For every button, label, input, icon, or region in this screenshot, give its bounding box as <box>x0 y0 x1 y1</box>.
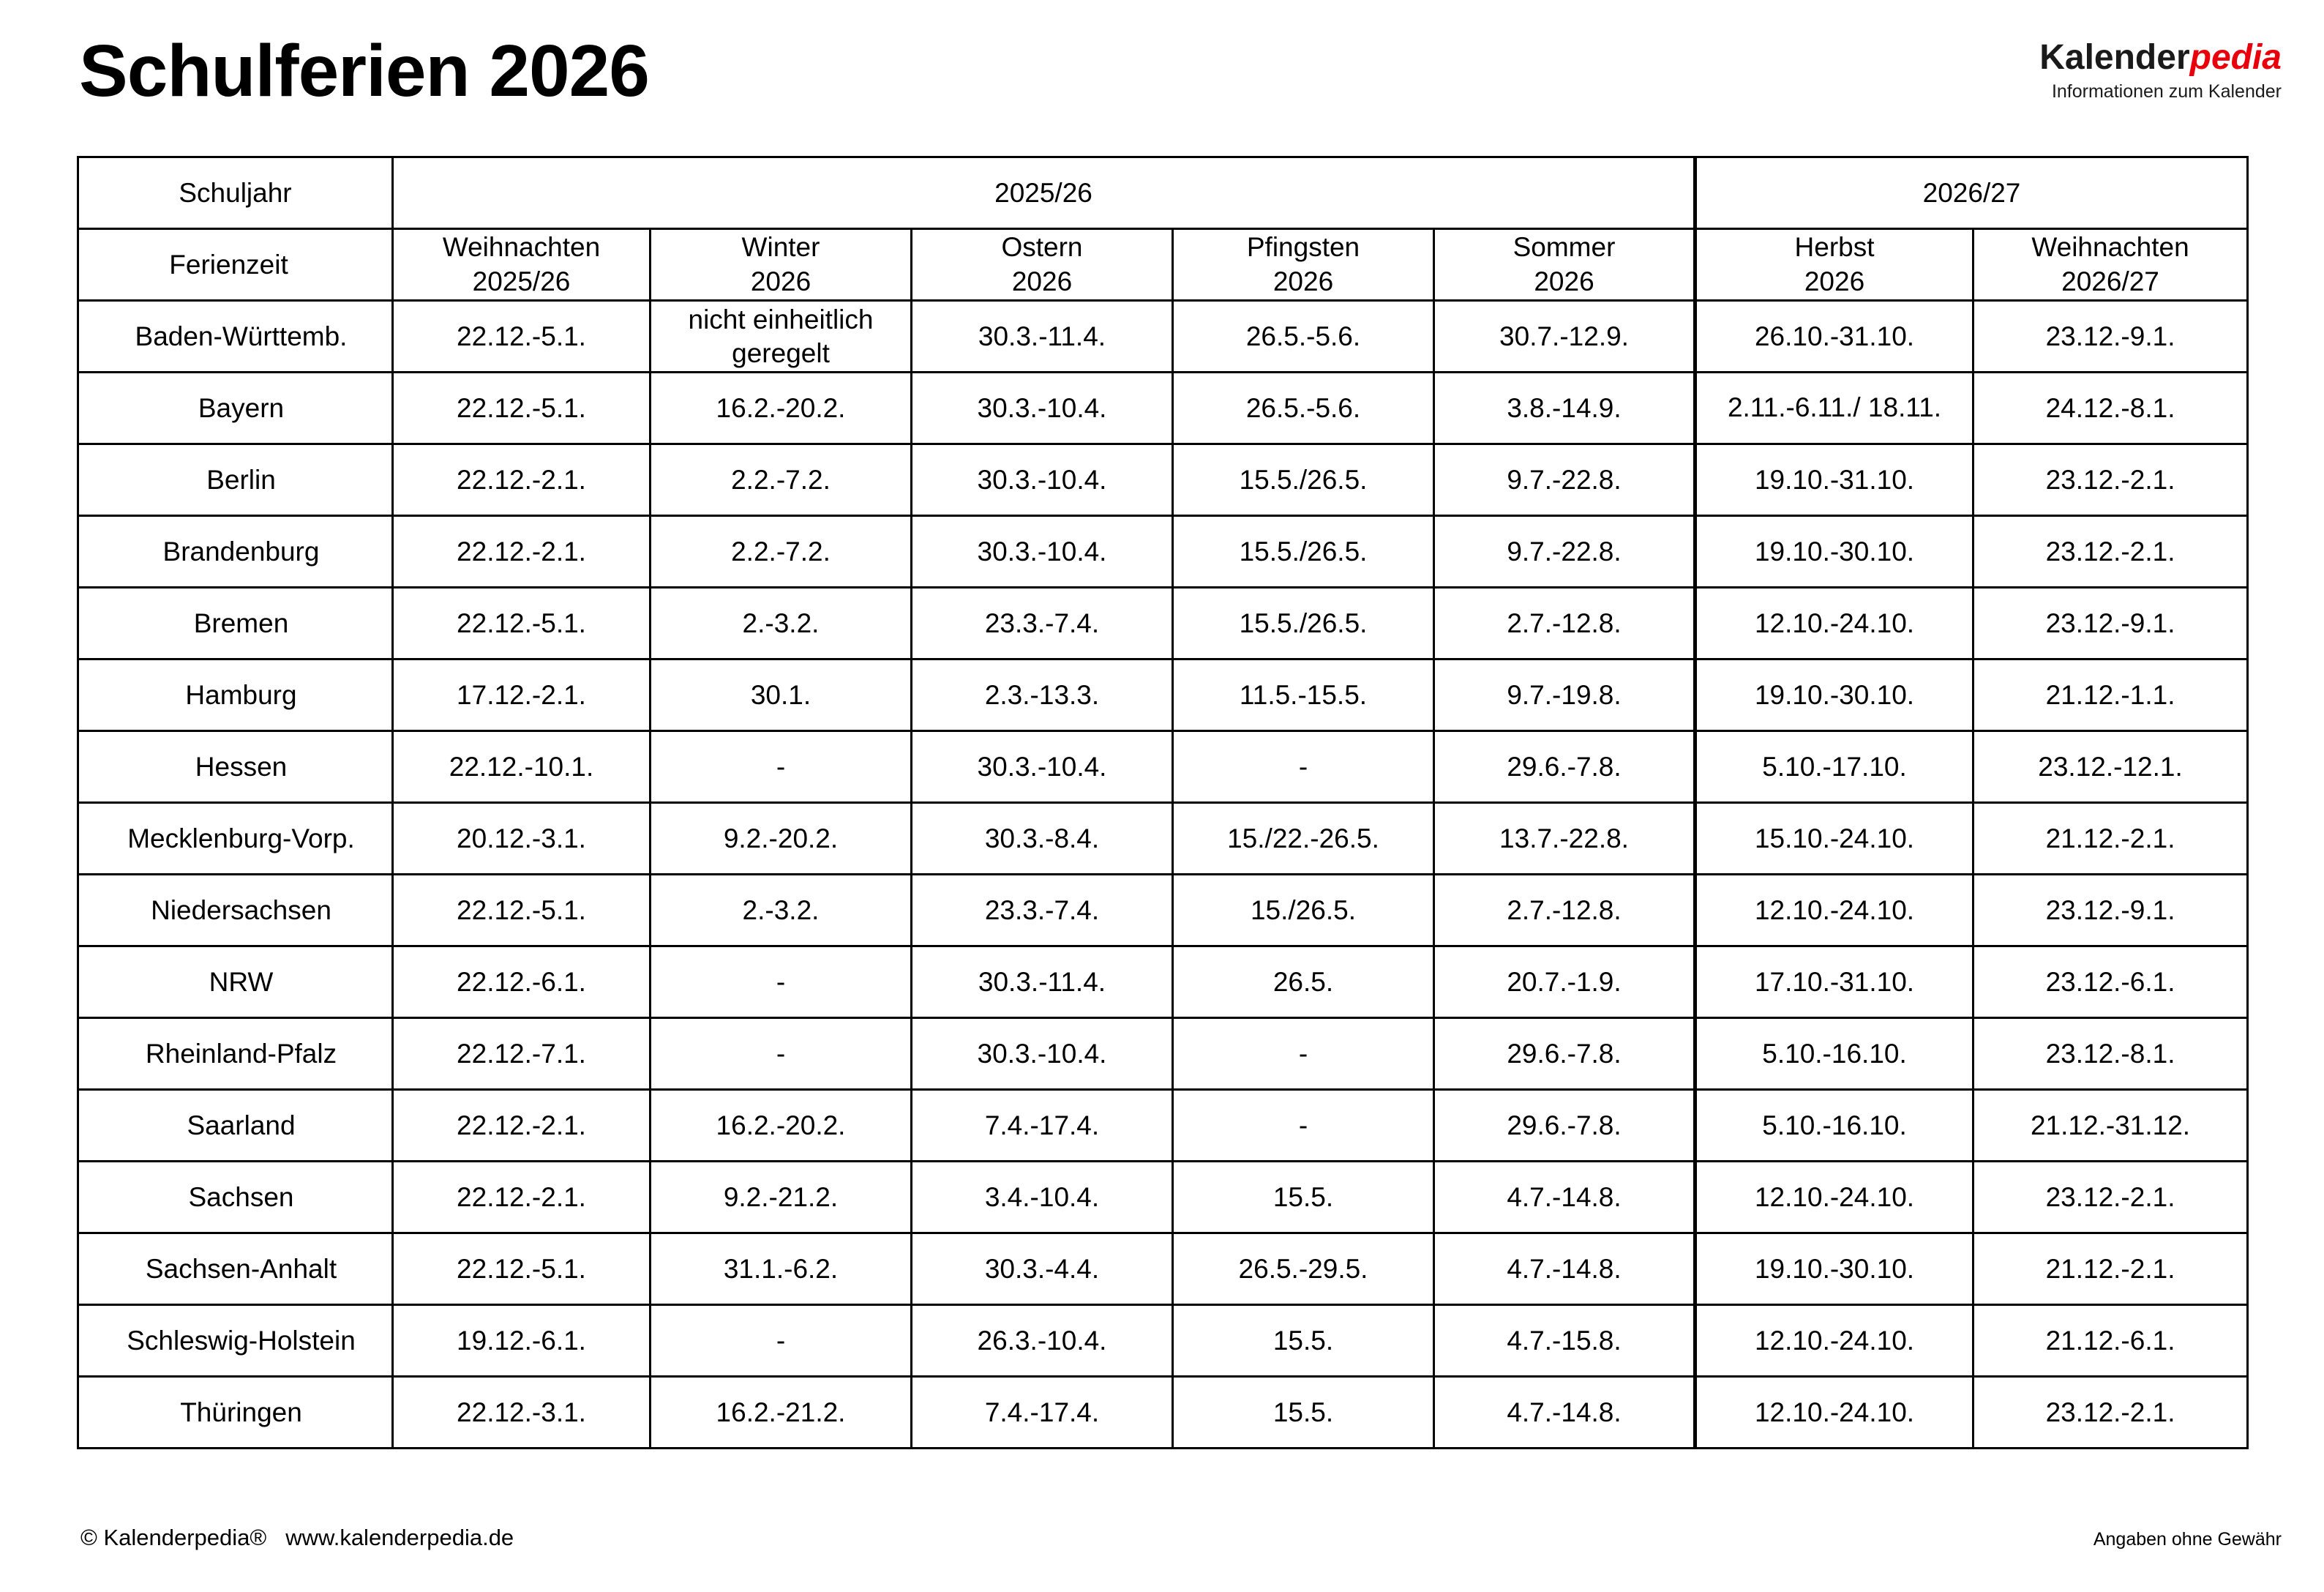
cell-weihnachten-2026: 21.12.-2.1. <box>1973 803 2248 875</box>
cell-ostern: 3.4.-10.4. <box>912 1162 1173 1233</box>
table-row <box>78 659 2248 731</box>
header-col-ostern <box>912 229 1173 301</box>
cell-winter: 2.-3.2. <box>651 588 912 659</box>
page-header <box>0 0 2324 146</box>
cell-sommer: 9.7.-22.8. <box>1434 516 1695 588</box>
cell-weihnachten-2025: 22.12.-2.1. <box>393 516 651 588</box>
cell-ostern: 30.3.-10.4. <box>912 731 1173 803</box>
table-row <box>78 803 2248 875</box>
cell-herbst: 5.10.-17.10. <box>1695 731 1973 803</box>
table-row <box>78 373 2248 444</box>
header-col-year: 2026 <box>1272 266 1334 296</box>
table-row <box>78 731 2248 803</box>
cell-herbst: 17.10.-31.10. <box>1695 946 1973 1018</box>
cell-weihnachten-2025: 22.12.-5.1. <box>393 875 651 946</box>
header-col-sommer <box>1434 229 1695 301</box>
footer-copyright: © Kalenderpedia® <box>80 1525 267 1550</box>
header-col-weihnachten-2025 <box>393 229 651 301</box>
cell-ostern: 30.3.-11.4. <box>912 946 1173 1018</box>
cell-pfingsten: 15.5./26.5. <box>1173 516 1434 588</box>
header-ferienzeit: Ferienzeit <box>78 229 393 301</box>
holidays-table-body <box>78 301 2248 1449</box>
cell-ostern: 30.3.-10.4. <box>912 444 1173 516</box>
cell-winter: 16.2.-20.2. <box>651 1090 912 1162</box>
cell-winter: 9.2.-21.2. <box>651 1162 912 1233</box>
cell-herbst: 12.10.-24.10. <box>1695 588 1973 659</box>
cell-pfingsten: 15.5./26.5. <box>1173 588 1434 659</box>
brand-name <box>2039 40 2282 76</box>
cell-sommer: 30.7.-12.9. <box>1434 301 1695 373</box>
header-col-name: Weihnachten <box>442 232 601 263</box>
cell-weihnachten-2026: 21.12.-6.1. <box>1973 1305 2248 1377</box>
header-year-group-2026-27: 2026/27 <box>1695 157 2248 229</box>
cell-pfingsten: - <box>1173 1090 1434 1162</box>
brand-logo <box>2039 40 2282 102</box>
cell-state: NRW <box>78 946 393 1018</box>
cell-winter: 31.1.-6.2. <box>651 1233 912 1305</box>
cell-weihnachten-2025: 22.12.-3.1. <box>393 1377 651 1449</box>
table-row <box>78 1305 2248 1377</box>
cell-weihnachten-2025: 22.12.-2.1. <box>393 444 651 516</box>
footer-left <box>80 1525 514 1551</box>
cell-weihnachten-2025: 22.12.-5.1. <box>393 301 651 373</box>
cell-weihnachten-2026: 23.12.-12.1. <box>1973 731 2248 803</box>
cell-weihnachten-2026: 21.12.-1.1. <box>1973 659 2248 731</box>
cell-herbst: 5.10.-16.10. <box>1695 1090 1973 1162</box>
cell-herbst: 12.10.-24.10. <box>1695 875 1973 946</box>
cell-state: Saarland <box>78 1090 393 1162</box>
table-row <box>78 301 2248 373</box>
cell-winter: nicht einheitlich geregelt <box>651 301 912 373</box>
cell-sommer: 20.7.-1.9. <box>1434 946 1695 1018</box>
cell-state: Sachsen <box>78 1162 393 1233</box>
cell-weihnachten-2026: 23.12.-9.1. <box>1973 301 2248 373</box>
cell-winter: 2.2.-7.2. <box>651 444 912 516</box>
cell-pfingsten: 26.5.-5.6. <box>1173 301 1434 373</box>
cell-state: Rheinland-Pfalz <box>78 1018 393 1090</box>
cell-weihnachten-2026: 23.12.-2.1. <box>1973 444 2248 516</box>
table-header-row-columns <box>78 229 2248 301</box>
cell-state: Baden-Württemb. <box>78 301 393 373</box>
cell-winter: 9.2.-20.2. <box>651 803 912 875</box>
cell-weihnachten-2026: 23.12.-2.1. <box>1973 1162 2248 1233</box>
header-col-year: 2026 <box>1011 266 1073 296</box>
cell-sommer: 29.6.-7.8. <box>1434 731 1695 803</box>
cell-sommer: 13.7.-22.8. <box>1434 803 1695 875</box>
cell-ostern: 30.3.-10.4. <box>912 516 1173 588</box>
cell-pfingsten: 26.5. <box>1173 946 1434 1018</box>
cell-weihnachten-2025: 22.12.-2.1. <box>393 1090 651 1162</box>
header-col-year: 2025/26 <box>472 266 571 296</box>
cell-sommer: 4.7.-14.8. <box>1434 1377 1695 1449</box>
cell-weihnachten-2025: 22.12.-5.1. <box>393 1233 651 1305</box>
cell-sommer: 9.7.-19.8. <box>1434 659 1695 731</box>
cell-weihnachten-2026: 23.12.-2.1. <box>1973 516 2248 588</box>
header-col-year: 2026 <box>1804 266 1865 296</box>
cell-weihnachten-2026: 21.12.-31.12. <box>1973 1090 2248 1162</box>
cell-ostern: 23.3.-7.4. <box>912 875 1173 946</box>
header-col-winter <box>651 229 912 301</box>
cell-weihnachten-2025: 20.12.-3.1. <box>393 803 651 875</box>
cell-state: Sachsen-Anhalt <box>78 1233 393 1305</box>
cell-state: Niedersachsen <box>78 875 393 946</box>
cell-herbst: 12.10.-24.10. <box>1695 1162 1973 1233</box>
brand-tagline: Informationen zum Kalender <box>2051 81 2282 102</box>
cell-winter: 16.2.-21.2. <box>651 1377 912 1449</box>
page-title: Schulferien 2026 <box>79 30 649 112</box>
table-row <box>78 1233 2248 1305</box>
cell-pfingsten: - <box>1173 1018 1434 1090</box>
cell-pfingsten: - <box>1173 731 1434 803</box>
cell-ostern: 2.3.-13.3. <box>912 659 1173 731</box>
cell-state: Bremen <box>78 588 393 659</box>
cell-pfingsten: 15./26.5. <box>1173 875 1434 946</box>
cell-state: Schleswig-Holstein <box>78 1305 393 1377</box>
table-row <box>78 1018 2248 1090</box>
cell-pfingsten: 15.5. <box>1173 1377 1434 1449</box>
header-col-name: Weihnachten <box>2031 232 2189 263</box>
header-col-name: Sommer <box>1513 232 1616 263</box>
cell-sommer: 4.7.-15.8. <box>1434 1305 1695 1377</box>
cell-winter: - <box>651 1305 912 1377</box>
header-col-year: 2026 <box>750 266 811 296</box>
cell-winter: 30.1. <box>651 659 912 731</box>
cell-pfingsten: 15./22.-26.5. <box>1173 803 1434 875</box>
cell-pfingsten: 26.5.-29.5. <box>1173 1233 1434 1305</box>
cell-sommer: 2.7.-12.8. <box>1434 875 1695 946</box>
holidays-table-container <box>77 156 2246 1449</box>
cell-ostern: 7.4.-17.4. <box>912 1377 1173 1449</box>
cell-winter: 2.-3.2. <box>651 875 912 946</box>
cell-pfingsten: 15.5. <box>1173 1162 1434 1233</box>
cell-state: Hamburg <box>78 659 393 731</box>
cell-herbst: 5.10.-16.10. <box>1695 1018 1973 1090</box>
cell-herbst: 12.10.-24.10. <box>1695 1377 1973 1449</box>
table-row <box>78 1162 2248 1233</box>
cell-state: Bayern <box>78 373 393 444</box>
cell-state: Mecklenburg-Vorp. <box>78 803 393 875</box>
table-row <box>78 588 2248 659</box>
cell-state: Berlin <box>78 444 393 516</box>
holidays-table <box>77 156 2249 1449</box>
brand-name-part1: Kalender <box>2039 38 2190 77</box>
cell-herbst: 26.10.-31.10. <box>1695 301 1973 373</box>
cell-weihnachten-2025: 19.12.-6.1. <box>393 1305 651 1377</box>
brand-name-part2: pedia <box>2189 38 2282 77</box>
cell-weihnachten-2025: 22.12.-7.1. <box>393 1018 651 1090</box>
footer-website[interactable]: www.kalenderpedia.de <box>285 1525 514 1550</box>
cell-herbst: 19.10.-30.10. <box>1695 516 1973 588</box>
cell-herbst: 19.10.-30.10. <box>1695 1233 1973 1305</box>
cell-herbst: 2.11.-6.11./ 18.11. <box>1695 373 1973 444</box>
page-footer <box>80 1525 2282 1561</box>
cell-winter: - <box>651 731 912 803</box>
footer-disclaimer: Angaben ohne Gewähr <box>2093 1529 2282 1550</box>
cell-winter: 16.2.-20.2. <box>651 373 912 444</box>
cell-ostern: 30.3.-10.4. <box>912 373 1173 444</box>
cell-ostern: 7.4.-17.4. <box>912 1090 1173 1162</box>
header-col-year: 2026/27 <box>2061 266 2159 296</box>
cell-state: Thüringen <box>78 1377 393 1449</box>
cell-sommer: 4.7.-14.8. <box>1434 1233 1695 1305</box>
cell-sommer: 4.7.-14.8. <box>1434 1162 1695 1233</box>
cell-weihnachten-2026: 24.12.-8.1. <box>1973 373 2248 444</box>
cell-herbst: 19.10.-30.10. <box>1695 659 1973 731</box>
cell-pfingsten: 26.5.-5.6. <box>1173 373 1434 444</box>
header-col-name: Ostern <box>1001 232 1083 263</box>
table-row <box>78 444 2248 516</box>
cell-state: Hessen <box>78 731 393 803</box>
cell-state: Brandenburg <box>78 516 393 588</box>
header-col-name: Herbst <box>1794 232 1875 263</box>
table-row <box>78 875 2248 946</box>
cell-weihnachten-2025: 22.12.-5.1. <box>393 373 651 444</box>
cell-weihnachten-2026: 23.12.-9.1. <box>1973 588 2248 659</box>
cell-weihnachten-2025: 17.12.-2.1. <box>393 659 651 731</box>
header-year-group-2025-26: 2025/26 <box>393 157 1695 229</box>
table-row <box>78 1377 2248 1449</box>
cell-weihnachten-2025: 22.12.-2.1. <box>393 1162 651 1233</box>
cell-weihnachten-2026: 23.12.-2.1. <box>1973 1377 2248 1449</box>
cell-winter: - <box>651 1018 912 1090</box>
header-col-pfingsten <box>1173 229 1434 301</box>
cell-weihnachten-2025: 22.12.-6.1. <box>393 946 651 1018</box>
cell-sommer: 29.6.-7.8. <box>1434 1090 1695 1162</box>
cell-herbst: 19.10.-31.10. <box>1695 444 1973 516</box>
cell-herbst: 12.10.-24.10. <box>1695 1305 1973 1377</box>
header-col-weihnachten-2026 <box>1973 229 2248 301</box>
cell-ostern: 26.3.-10.4. <box>912 1305 1173 1377</box>
cell-sommer: 3.8.-14.9. <box>1434 373 1695 444</box>
table-row <box>78 1090 2248 1162</box>
cell-ostern: 30.3.-8.4. <box>912 803 1173 875</box>
cell-sommer: 29.6.-7.8. <box>1434 1018 1695 1090</box>
cell-weihnachten-2025: 22.12.-10.1. <box>393 731 651 803</box>
header-col-year: 2026 <box>1534 266 1594 296</box>
cell-sommer: 2.7.-12.8. <box>1434 588 1695 659</box>
cell-pfingsten: 15.5./26.5. <box>1173 444 1434 516</box>
cell-ostern: 30.3.-4.4. <box>912 1233 1173 1305</box>
table-row <box>78 946 2248 1018</box>
header-col-name: Pfingsten <box>1246 232 1360 263</box>
cell-herbst: 15.10.-24.10. <box>1695 803 1973 875</box>
header-col-herbst <box>1695 229 1973 301</box>
cell-weihnachten-2026: 23.12.-9.1. <box>1973 875 2248 946</box>
cell-pfingsten: 15.5. <box>1173 1305 1434 1377</box>
cell-ostern: 23.3.-7.4. <box>912 588 1173 659</box>
table-row <box>78 516 2248 588</box>
cell-weihnachten-2026: 21.12.-2.1. <box>1973 1233 2248 1305</box>
cell-weihnachten-2026: 23.12.-6.1. <box>1973 946 2248 1018</box>
header-schuljahr: Schuljahr <box>78 157 393 229</box>
cell-sommer: 9.7.-22.8. <box>1434 444 1695 516</box>
header-col-name: Winter <box>741 232 820 263</box>
cell-ostern: 30.3.-10.4. <box>912 1018 1173 1090</box>
cell-ostern: 30.3.-11.4. <box>912 301 1173 373</box>
cell-weihnachten-2026: 23.12.-8.1. <box>1973 1018 2248 1090</box>
table-header-row-years <box>78 157 2248 229</box>
cell-pfingsten: 11.5.-15.5. <box>1173 659 1434 731</box>
cell-winter: 2.2.-7.2. <box>651 516 912 588</box>
cell-winter: - <box>651 946 912 1018</box>
cell-weihnachten-2025: 22.12.-5.1. <box>393 588 651 659</box>
